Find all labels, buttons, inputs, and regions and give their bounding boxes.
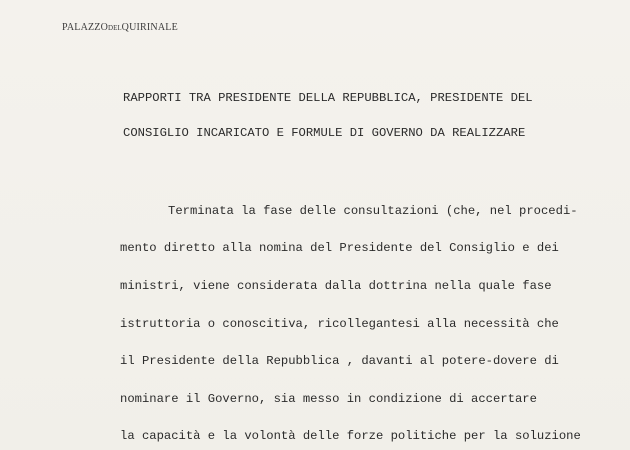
letterhead-quirinale: QUIRINALE [121,22,178,33]
document-title-line-2: CONSIGLIO INCARICATO E FORMULE DI GOVERNO DA REALIZZARE [123,126,526,140]
body-line-3: ministri, viene considerata dalla dottrina nella quale fase [120,279,552,293]
body-line-2: mento diretto alla nomina del Presidente del Consiglio e dei [120,241,559,255]
body-line-6: nominare il Governo, sia messo in condizione di accertare [120,392,537,406]
body-line-7: la capacità e la volontà delle forze politiche per la soluzione [120,429,581,443]
letterhead-del: DEL [108,24,122,32]
document-title-line-1: RAPPORTI TRA PRESIDENTE DELLA REPUBBLICA, PRESIDENTE DEL [123,91,533,105]
body-line-4: istruttoria o conoscitiva, ricollegantesi alla necessità che [120,317,559,331]
letterhead-palazzo: PALAZZO [62,22,109,33]
body-line-1: Terminata la fase delle consultazioni (che, nel procedi- [168,204,578,218]
letterhead [62,22,178,33]
body-line-5: il Presidente della Repubblica , davanti al potere-dovere di [120,354,559,368]
